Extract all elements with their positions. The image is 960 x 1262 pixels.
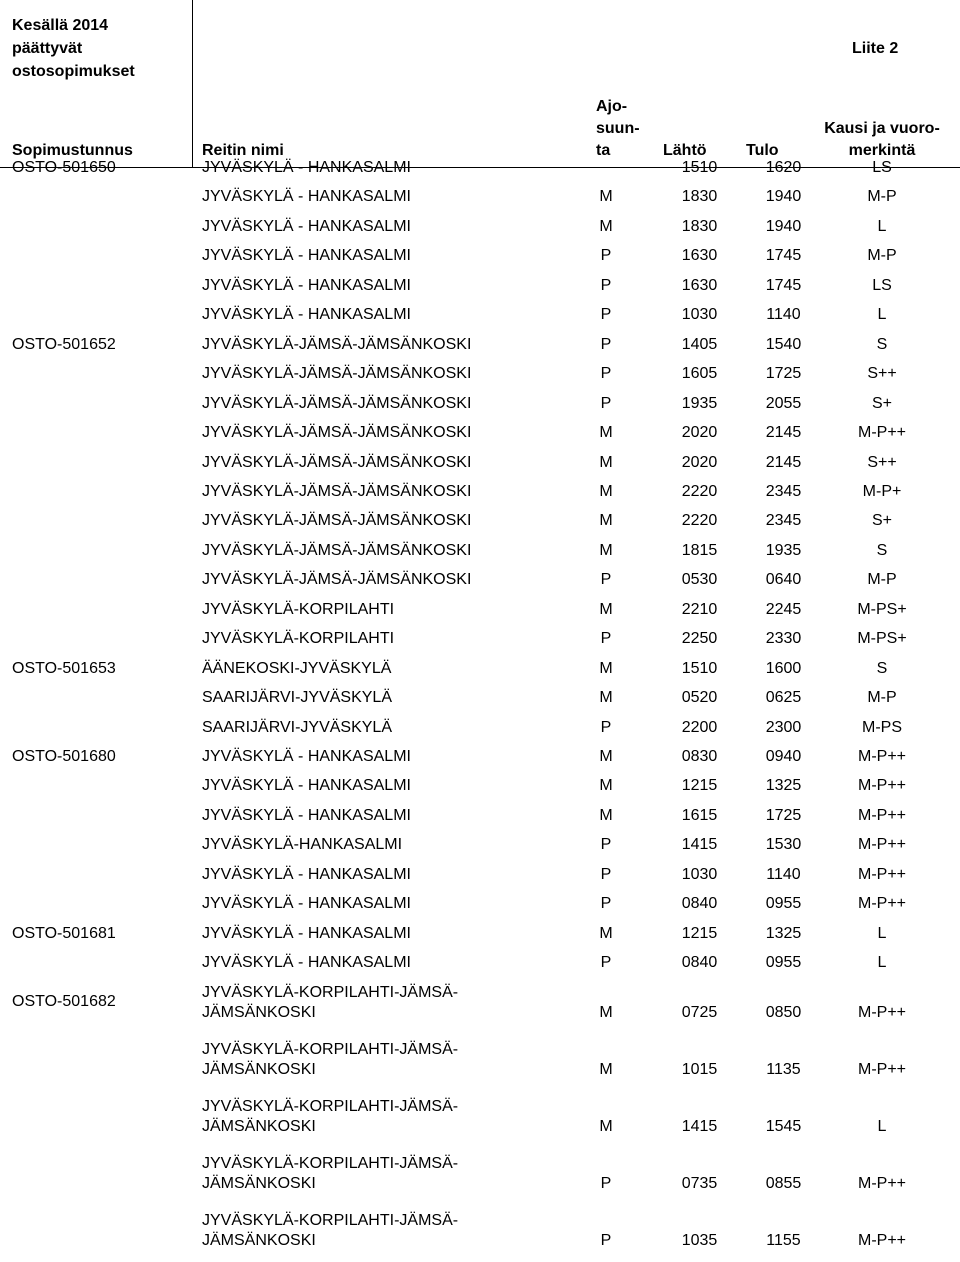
season-code: M-P [867,689,897,707]
departure-time: 1935 [681,394,718,412]
departure-time: 1510 [681,159,718,176]
departure-time: 0725 [681,1004,718,1021]
route-name: JYVÄSKYLÄ - HANKASALMI [202,865,411,883]
route-name: SAARIJÄRVI-JYVÄSKYLÄ [202,718,392,736]
route-name: JYVÄSKYLÄ-JÄMSÄ-JÄMSÄNKOSKI [202,424,472,442]
departure-time: 1630 [681,247,718,265]
route-name: JYVÄSKYLÄ-KORPILAHTI-JÄMSÄ- JÄMSÄNKOSKI [202,1212,459,1249]
arrival-time: 1940 [765,217,802,235]
direction: M [599,600,613,618]
contract-id: OSTO-501653 [12,659,116,677]
departure-time: 0840 [681,895,718,913]
season-code: M-P++ [857,865,906,883]
route-name: JYVÄSKYLÄ-HANKASALMI [202,836,403,854]
departure-time: 0840 [681,954,718,972]
arrival-time: 1545 [765,1118,802,1135]
direction: P [600,1232,612,1249]
departure-time: 1830 [681,188,718,206]
arrival-time: 2300 [765,718,802,736]
appendix-label: Liite 2 [852,40,899,57]
direction: P [600,394,612,412]
route-name: JYVÄSKYLÄ-KORPILAHTI-JÄMSÄ- JÄMSÄNKOSKI [202,984,459,1021]
route-name: JYVÄSKYLÄ - HANKASALMI [202,895,411,913]
direction: P [600,836,612,854]
arrival-time: 2055 [765,394,802,412]
departure-time: 2020 [681,424,718,442]
route-name: JYVÄSKYLÄ-JÄMSÄ-JÄMSÄNKOSKI [202,394,472,412]
route-name: JYVÄSKYLÄ - HANKASALMI [202,806,411,824]
direction: M [599,1004,613,1021]
contract-id: OSTO-501681 [12,924,116,942]
direction: P [600,335,612,353]
season-code: S [876,335,888,353]
season-code: M-P++ [857,1061,906,1078]
season-code: M-P+ [862,482,902,500]
direction: M [599,748,613,765]
arrival-time: 0625 [765,689,802,707]
direction: P [600,247,612,265]
direction: P [600,365,612,383]
arrival-time: 2345 [765,482,802,500]
season-code: S [876,659,888,677]
route-name: JYVÄSKYLÄ - HANKASALMI [202,306,411,324]
route-name: JYVÄSKYLÄ - HANKASALMI [202,748,411,765]
arrival-time: 1725 [765,365,802,383]
route-name: JYVÄSKYLÄ-JÄMSÄ-JÄMSÄNKOSKI [202,541,472,559]
direction: M [599,512,613,530]
contract-id: OSTO-501652 [12,335,116,353]
arrival-time: 1140 [766,306,801,324]
direction: M [599,541,613,559]
column-divider [192,0,193,167]
season-code: S++ [867,453,897,471]
arrival-time: 1325 [765,777,802,795]
departure-time: 0735 [681,1175,718,1192]
departure-time: 1815 [681,541,718,559]
arrival-time: 0640 [765,571,802,589]
departure-time: 1605 [681,365,718,383]
arrival-time: 1745 [765,247,802,265]
route-name: JYVÄSKYLÄ - HANKASALMI [202,247,411,265]
column-header-reitin-nimi: Reitin nimi [202,142,284,159]
arrival-time: 2345 [765,512,802,530]
route-name: JYVÄSKYLÄ - HANKASALMI [202,217,411,235]
departure-time: 2220 [681,512,718,530]
arrival-time: 2330 [765,630,802,648]
direction: M [599,689,613,707]
season-code: L [877,924,887,942]
season-code: M-P++ [857,1175,906,1192]
direction: M [599,659,613,677]
season-code: L [877,954,887,972]
departure-time: 1030 [681,306,718,324]
direction: P [600,718,612,736]
season-code: M-P++ [857,1004,906,1021]
route-name: JYVÄSKYLÄ - HANKASALMI [202,777,411,795]
arrival-time: 1745 [765,276,802,294]
direction: P [600,895,612,913]
departure-time: 0520 [681,689,718,707]
route-name: JYVÄSKYLÄ-JÄMSÄ-JÄMSÄNKOSKI [202,335,472,353]
departure-time: 1030 [681,865,718,883]
departure-time: 2210 [681,600,718,618]
direction: M [599,924,613,942]
arrival-time: 1725 [765,806,802,824]
direction: M [599,482,613,500]
route-name: JYVÄSKYLÄ-KORPILAHTI [202,600,395,618]
arrival-time: 2145 [765,453,802,471]
column-header-tulo: Tulo [746,142,779,159]
season-code: S+ [871,512,892,530]
season-code: LS [872,276,892,294]
column-header-lahto: Lähtö [663,142,707,159]
arrival-time: 1600 [765,659,802,677]
departure-time: 1415 [681,836,718,854]
route-name: JYVÄSKYLÄ - HANKASALMI [202,188,411,206]
departure-time: 1830 [681,217,718,235]
departure-time: 2220 [681,482,718,500]
arrival-time: 1935 [765,541,802,559]
season-code: M-P++ [857,1232,906,1249]
season-code: M-PS+ [857,600,907,618]
document-title: Kesällä 2014 päättyvät ostosopimukset [12,17,135,80]
arrival-time: 0940 [765,748,802,765]
direction: P [600,306,612,324]
arrival-time: 0955 [765,954,802,972]
season-code: M-P++ [857,748,906,765]
column-header-sopimustunnus: Sopimustunnus [12,142,133,159]
departure-time: 1615 [681,806,718,824]
arrival-time: 2145 [765,424,802,442]
arrival-time: 1940 [765,188,802,206]
arrival-time: 1540 [765,335,802,353]
route-name: JYVÄSKYLÄ-KORPILAHTI [202,630,395,648]
direction: P [600,1175,612,1192]
direction: M [599,188,613,206]
season-code: LS [872,159,892,176]
contract-id: OSTO-501650 [12,159,116,176]
route-name: SAARIJÄRVI-JYVÄSKYLÄ [202,689,392,707]
arrival-time: 0850 [765,1004,802,1021]
arrival-time: 1155 [766,1232,801,1249]
season-code: S++ [867,365,897,383]
departure-time: 1015 [681,1061,718,1078]
season-code: M-P++ [857,777,906,795]
season-code: L [877,217,887,235]
arrival-time: 0955 [765,895,802,913]
departure-time: 2200 [681,718,718,736]
route-name: JYVÄSKYLÄ - HANKASALMI [202,276,411,294]
route-name: JYVÄSKYLÄ-JÄMSÄ-JÄMSÄNKOSKI [202,571,472,589]
route-name: JYVÄSKYLÄ - HANKASALMI [202,924,411,942]
departure-time: 1215 [681,924,718,942]
arrival-time: 1140 [766,865,801,883]
departure-time: 0830 [681,748,718,765]
route-name: JYVÄSKYLÄ-JÄMSÄ-JÄMSÄNKOSKI [202,453,472,471]
season-code: M-P++ [857,895,906,913]
direction: M [599,217,613,235]
season-code: L [877,306,887,324]
season-code: M-P++ [857,424,906,442]
arrival-time: 1325 [765,924,802,942]
route-name: JYVÄSKYLÄ-JÄMSÄ-JÄMSÄNKOSKI [202,365,472,383]
direction: P [600,276,612,294]
route-name: JYVÄSKYLÄ - HANKASALMI [202,954,411,972]
direction: P [600,865,612,883]
departure-time: 0530 [681,571,718,589]
direction: M [599,806,613,824]
departure-time: 2250 [681,630,718,648]
direction: M [599,777,613,795]
contract-id: OSTO-501680 [12,748,116,765]
arrival-time: 0855 [765,1175,802,1192]
season-code: M-P [867,188,897,206]
column-header-ajosuunta: Ajo- suun- ta [596,98,640,159]
season-code: M-PS+ [857,630,907,648]
direction: P [600,630,612,648]
route-name: JYVÄSKYLÄ-KORPILAHTI-JÄMSÄ- JÄMSÄNKOSKI [202,1041,459,1078]
arrival-time: 1530 [765,836,802,854]
arrival-time: 1135 [766,1061,801,1078]
route-name: JYVÄSKYLÄ - HANKASALMI [202,159,411,176]
route-name: ÄÄNEKOSKI-JYVÄSKYLÄ [202,659,392,677]
column-header-kausi: Kausi ja vuoro- merkintä [824,120,940,159]
season-code: M-P++ [857,836,906,854]
direction: M [599,1061,613,1078]
direction: M [599,1118,613,1135]
direction: M [599,424,613,442]
departure-time: 1035 [681,1232,718,1249]
contract-id: OSTO-501682 [12,993,116,1010]
route-name: JYVÄSKYLÄ-JÄMSÄ-JÄMSÄNKOSKI [202,512,472,530]
direction: P [600,571,612,589]
season-code: M-PS [862,718,902,736]
route-name: JYVÄSKYLÄ-JÄMSÄ-JÄMSÄNKOSKI [202,482,472,500]
season-code: M-P++ [857,806,906,824]
departure-time: 1510 [681,659,718,677]
arrival-time: 1620 [765,159,802,176]
direction: M [599,453,613,471]
departure-time: 1415 [681,1118,718,1135]
departure-time: 2020 [681,453,718,471]
departure-time: 1630 [681,276,718,294]
season-code: M-P [867,247,897,265]
season-code: L [877,1118,887,1135]
route-name: JYVÄSKYLÄ-KORPILAHTI-JÄMSÄ- JÄMSÄNKOSKI [202,1155,459,1192]
season-code: S [876,541,888,559]
direction: P [600,954,612,972]
season-code: M-P [867,571,897,589]
departure-time: 1405 [681,335,718,353]
season-code: S+ [871,394,892,412]
arrival-time: 2245 [765,600,802,618]
departure-time: 1215 [681,777,718,795]
route-name: JYVÄSKYLÄ-KORPILAHTI-JÄMSÄ- JÄMSÄNKOSKI [202,1098,459,1135]
